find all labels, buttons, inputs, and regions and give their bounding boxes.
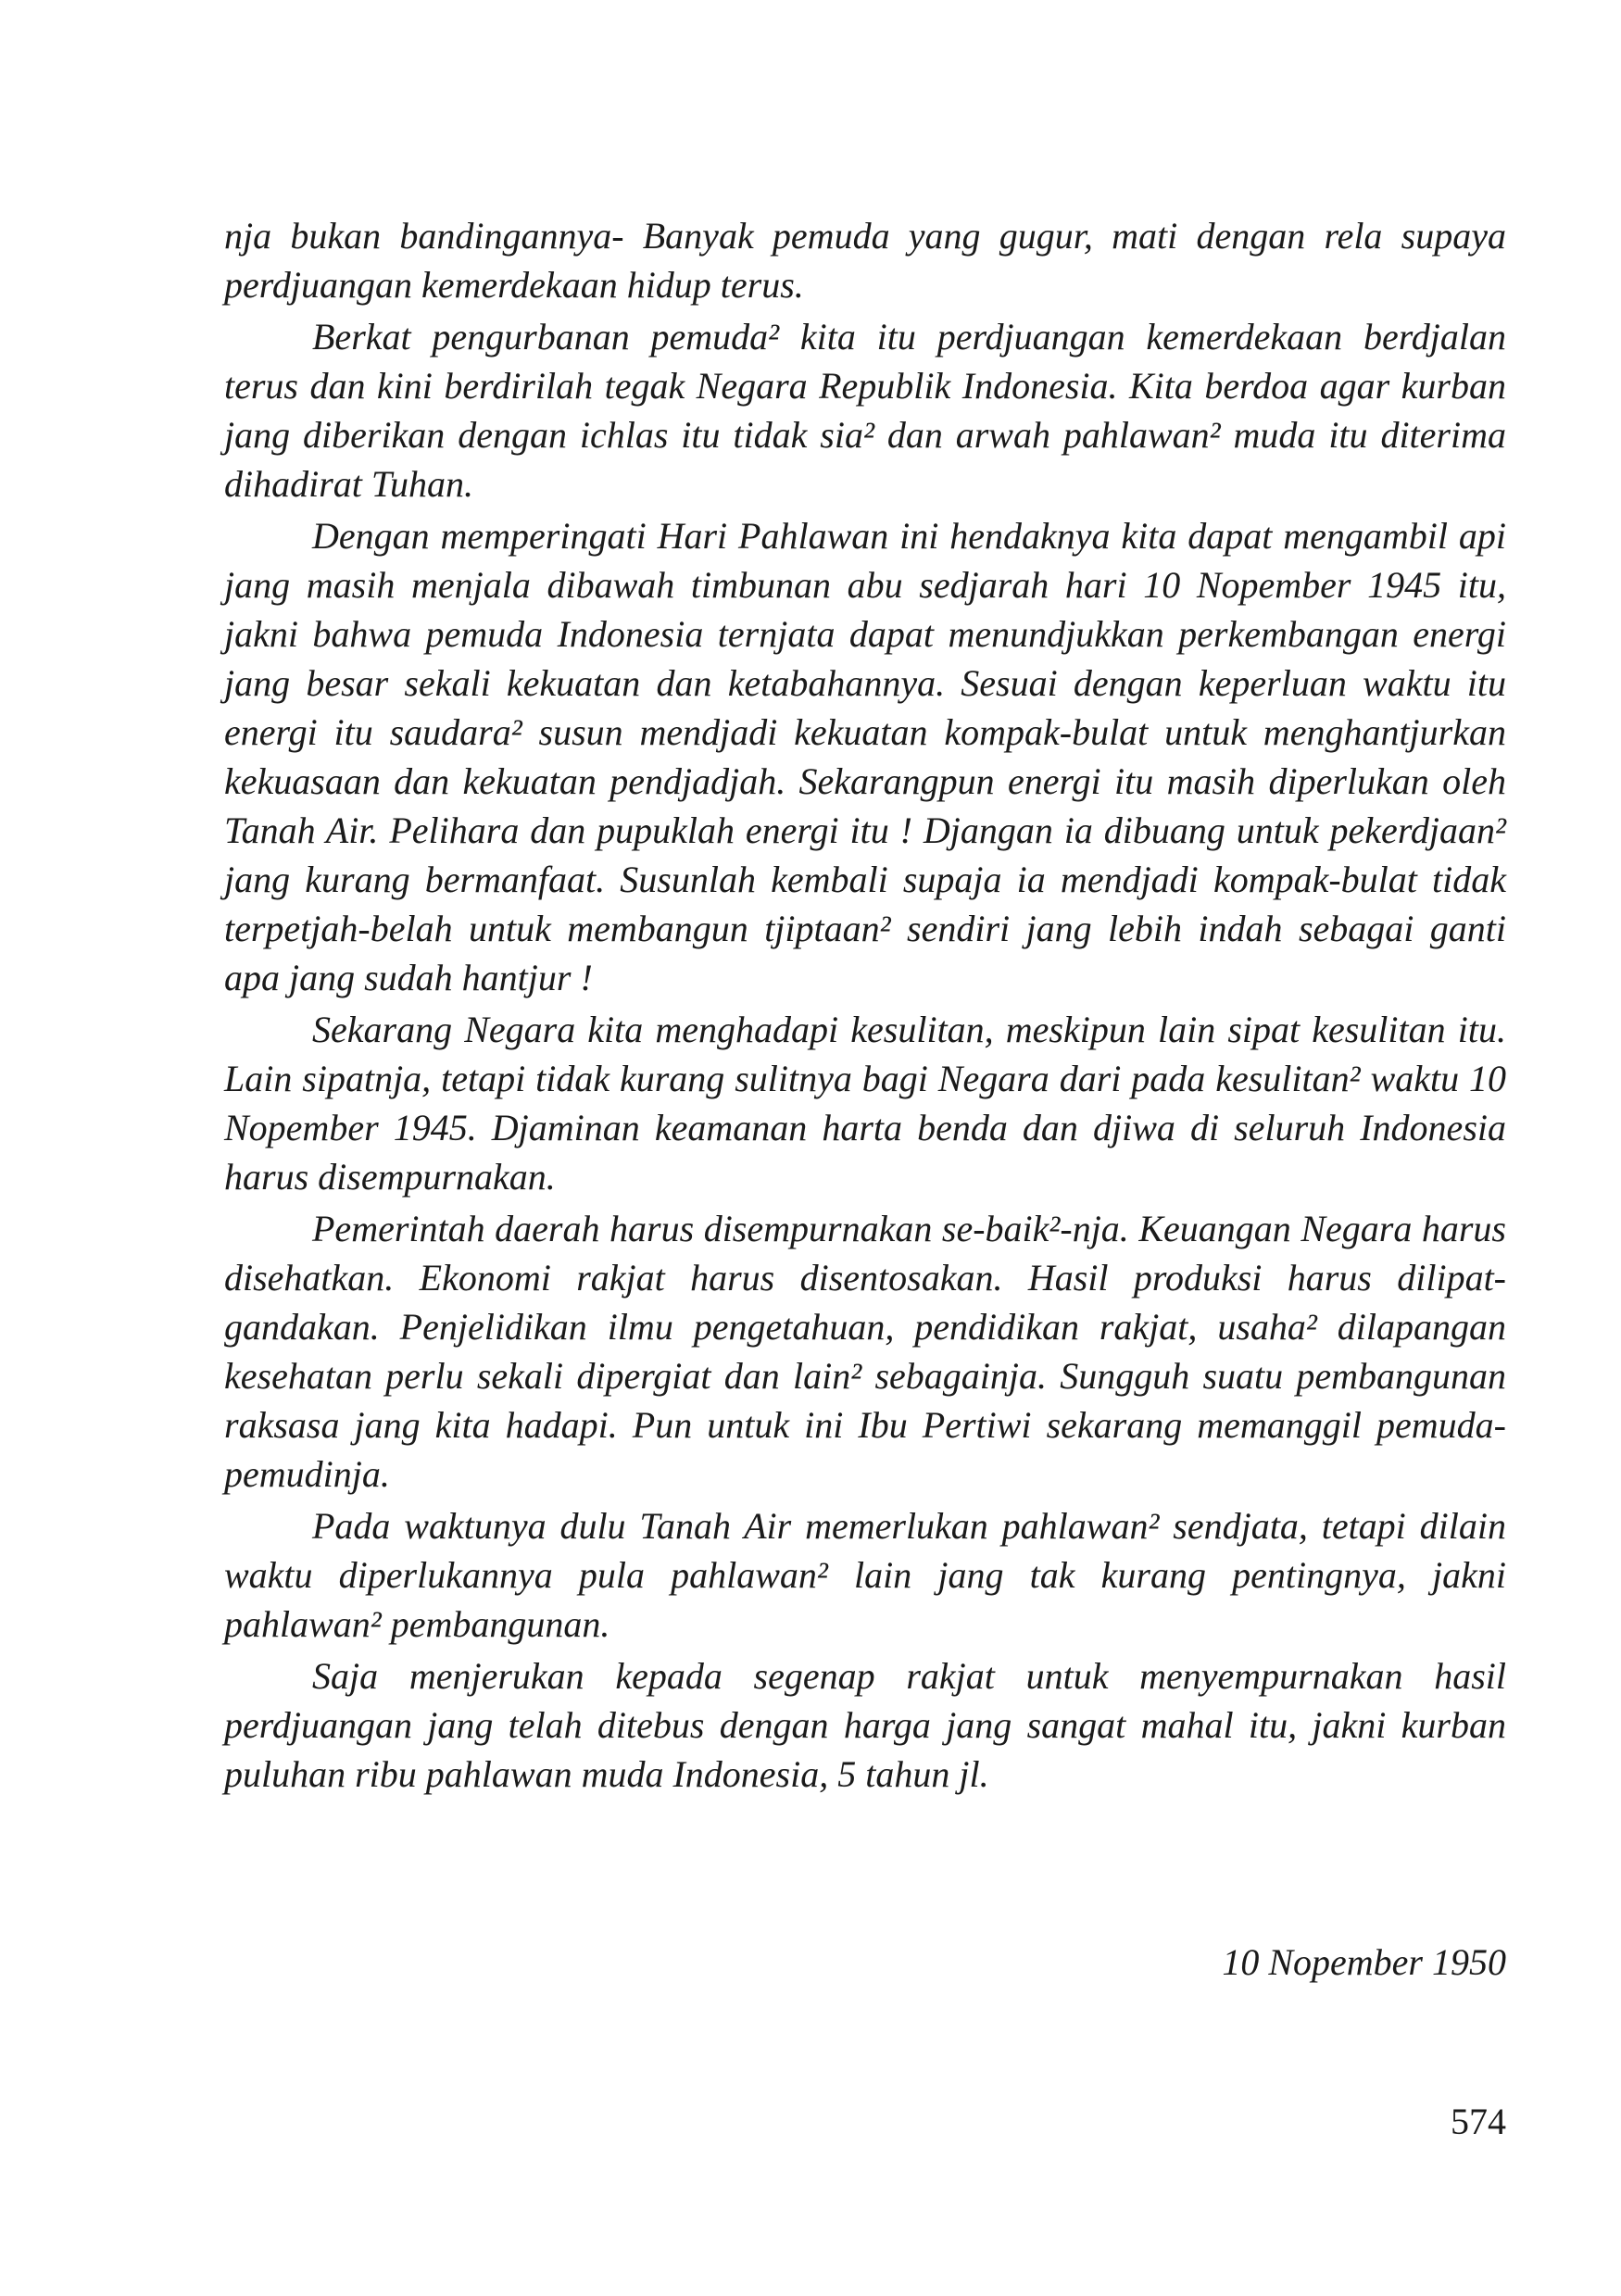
body-text: [224, 211, 1506, 1799]
paragraph-saja-menjerukan: Saja menjerukan kepada segenap rakjat untuk menyempurnakan hasil perdjuangan jang telah ditebus dengan harga jang sangat mahal itu, jakni kurban puluhan ribu pahlawan muda Indonesia, 5 tahun jl.: [224, 1655, 1506, 1795]
paragraph-pemerintah-daerah: Pemerintah daerah harus disempurnakan se-baik²-nja. Keuangan Negara harus disehatkan. Ekonomi rakjat harus disentosakan. Hasil produksi harus dilipat-gandakan. Penjelidikan ilmu pengetahuan, pendidikan rakjat, usaha² dilapangan kesehatan perlu sekali dipergiat dan lain² sebagainja. Sungguh suatu pembangunan raksasa jang kita hadapi. Pun untuk ini Ibu Pertiwi sekarang memanggil pemuda-pemudinja.: [224, 1208, 1506, 1495]
paragraph-pada-waktunya: Pada waktunya dulu Tanah Air memerlukan pahlawan² sendjata, tetapi dilain waktu diperlukannya pula pahlawan² lain jang tak kurang pentingnya, jakni pahlawan² pembangunan.: [224, 1505, 1506, 1645]
speech-date: 10 Nopember 1950: [1222, 1941, 1506, 1983]
paragraph-dengan-memperingati: Dengan memperingati Hari Pahlawan ini hendaknya kita dapat mengambil api jang masih menjala dibawah timbunan abu sedjarah hari 10 Nopember 1945 itu, jakni bahwa pemuda Indonesia ternjata dapat menundjukkan perkembangan energi jang besar sekali kekuatan dan ketabahannya. Sesuai dengan keperluan waktu itu energi itu saudara² susun mendjadi kekuatan kompak-bulat untuk menghantjurkan kekuasaan dan kekuatan pendjadjah. Sekarangpun energi itu masih diperlukan oleh Tanah Air. Pelihara dan pupuklah energi itu ! Djangan ia dibuang untuk pekerdjaan² jang kurang bermanfaat. Susunlah kembali supaja ia mendjadi kompak-bulat tidak terpetjah-belah untuk membangun tjiptaan² sendiri jang lebih indah sebagai ganti apa jang sudah hantjur !: [224, 515, 1506, 998]
page-number: 574: [1451, 2101, 1506, 2142]
paragraph-sekarang-negara: Sekarang Negara kita menghadapi kesulitan, meskipun lain sipat kesulitan itu. Lain sipatnja, tetapi tidak kurang sulitnya bagi Negara dari pada kesulitan² waktu 10 Nopember 1945. Djaminan keamanan harta benda dan djiwa di seluruh Indonesia harus disempurnakan.: [224, 1009, 1506, 1198]
paragraph-berkat: Berkat pengurbanan pemuda² kita itu perdjuangan kemerdekaan berdjalan terus dan kini berdirilah tegak Negara Republik Indonesia. Kita berdoa agar kurban jang diberikan dengan ichlas itu tidak sia² dan arwah pahlawan² muda itu diterima dihadirat Tuhan.: [224, 316, 1506, 505]
paragraph-continuation: nja bukan bandingannya- Banyak pemuda yang gugur, mati dengan rela supaya perdjuangan kemerdekaan hidup terus.: [224, 215, 1506, 306]
